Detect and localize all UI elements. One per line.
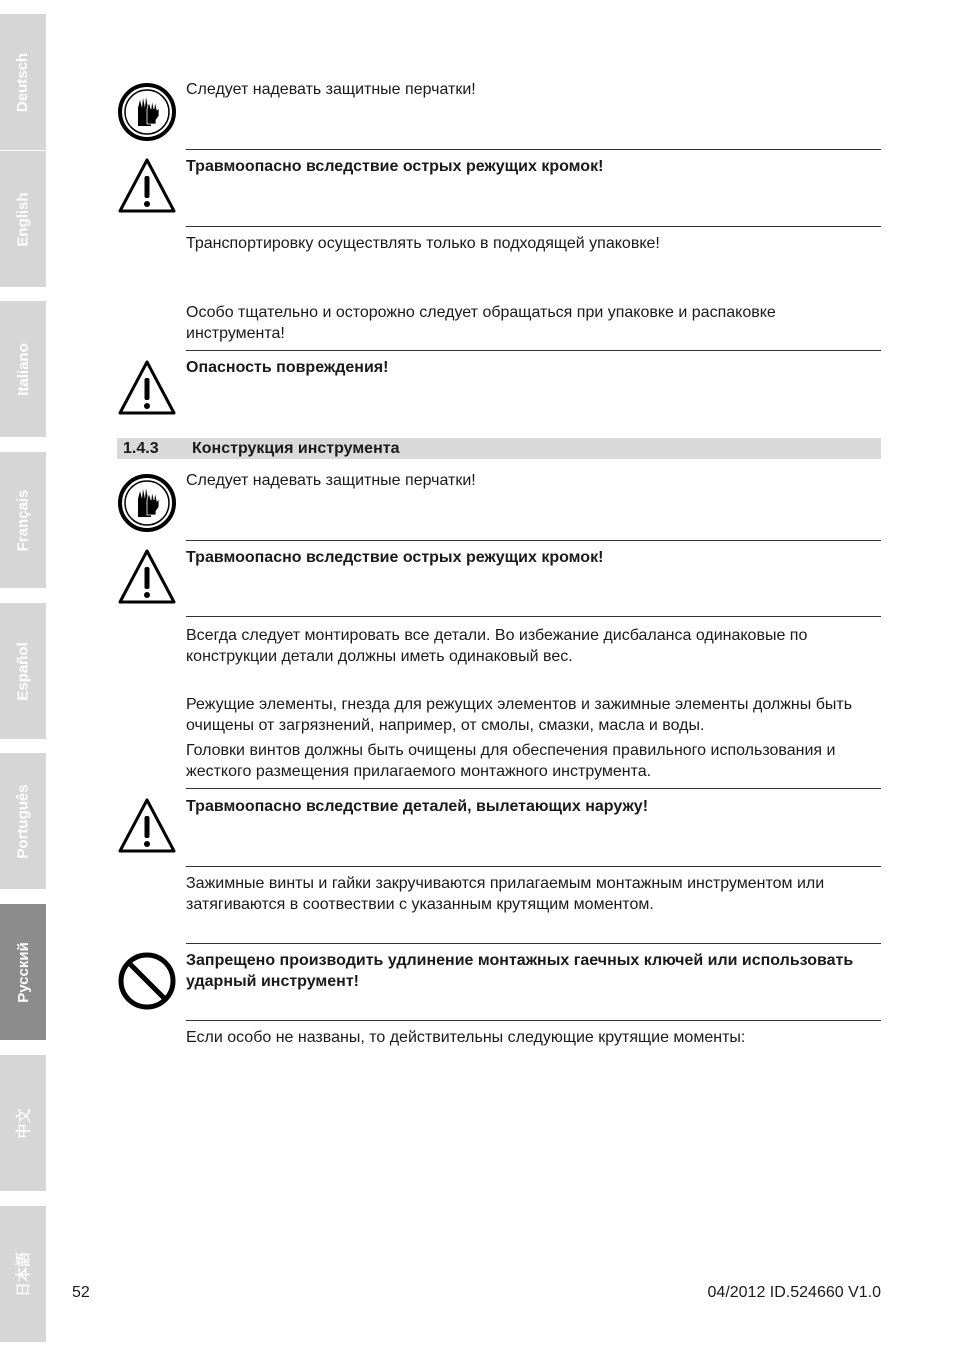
warning-sharp-edges: Травмоопасно вследствие острых режущих кромок! <box>186 549 604 566</box>
divider <box>186 788 881 789</box>
tab-label: Italiano <box>14 342 32 396</box>
tab-label: English <box>14 191 32 247</box>
packing-note: Особо тщательно и осторожно следует обращаться при упаковке и распаковке инструмента! <box>186 304 776 342</box>
screw-heads-note: Головки винтов должны быть очищены для обеспечения правильного использования и жесткого размещения прилагаемого монтажного инструмента. <box>186 742 836 780</box>
divider <box>186 616 881 617</box>
tab-label: 日本語 <box>15 1251 33 1297</box>
transport-note: Транспортировку осуществлять только в подходящей упаковке! <box>186 235 660 252</box>
mount-parts-note: Всегда следует монтировать все детали. Во избежание дисбаланса одинаковые по конструкции детали должны иметь одинаковый вес. <box>186 627 808 665</box>
divider <box>186 149 881 150</box>
section-number: 1.4.3 <box>123 440 159 457</box>
tab-label: Français <box>14 489 32 551</box>
warning-triangle-icon <box>117 358 177 418</box>
prohibited-icon <box>117 951 177 1011</box>
divider <box>186 943 881 944</box>
warning-damage: Опасность повреждения! <box>186 359 389 376</box>
document-id: 04/2012 ID.524660 V1.0 <box>707 1284 881 1301</box>
gloves-notice: Следует надевать защитные перчатки! <box>186 81 476 98</box>
section-heading <box>117 438 881 459</box>
warning-triangle-icon <box>117 796 177 856</box>
page-number: 52 <box>72 1284 90 1301</box>
divider <box>186 866 881 867</box>
warning-flying-parts: Травмоопасно вследствие деталей, вылетающих наружу! <box>186 798 649 815</box>
section-title: Конструкция инструмента <box>192 440 400 457</box>
clean-elements-note: Режущие элементы, гнезда для режущих элементов и зажимные элементы должны быть очищены от загрязнений, например, от смолы, смазки, масла и воды. <box>186 696 853 734</box>
divider <box>186 1020 881 1021</box>
gloves-notice: Следует надевать защитные перчатки! <box>186 472 476 489</box>
tab-label: Русский <box>14 941 32 1003</box>
gloves-icon <box>117 82 177 142</box>
prohibited-warning: Запрещено производить удлинение монтажных гаечных ключей или использовать ударный инструмент! <box>186 952 854 990</box>
divider <box>186 226 881 227</box>
clamp-screws-note: Зажимные винты и гайки закручиваются прилагаемым монтажным инструментом или затягиваются в соотвествии с указанным крутящим моментом. <box>186 875 825 913</box>
tab-label: 中文 <box>15 1107 33 1139</box>
tab-label: Español <box>14 641 32 701</box>
warning-triangle-icon <box>117 547 177 607</box>
warning-sharp-edges: Травмоопасно вследствие острых режущих кромок! <box>186 158 604 175</box>
torque-note: Если особо не названы, то действительны следующие крутящие моменты: <box>186 1029 746 1046</box>
divider <box>186 540 881 541</box>
warning-triangle-icon <box>117 156 177 216</box>
tab-label: Português <box>14 783 32 859</box>
gloves-icon <box>117 473 177 533</box>
tab-label: Deutsch <box>14 52 32 112</box>
divider <box>186 350 881 351</box>
